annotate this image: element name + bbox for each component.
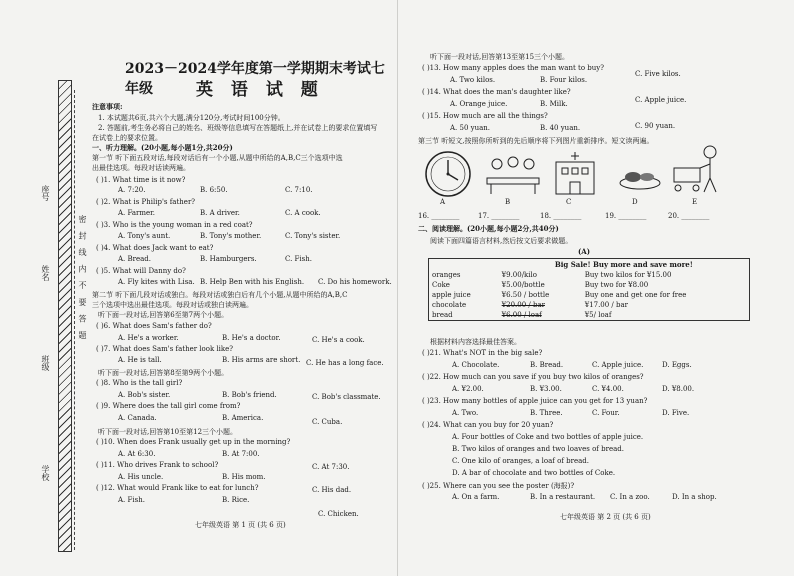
option: B. Three. <box>530 409 563 417</box>
option: C. 7:10. <box>285 186 313 194</box>
option: C. 90 yuan. <box>635 122 676 130</box>
answer-blank[interactable]: 20. ________ <box>668 212 710 220</box>
option: B. A driver. <box>200 209 240 217</box>
instruction: 听下面一段对话,回答第13至第15三个小题。 <box>430 53 570 61</box>
item-price: ¥6.00 / loaf <box>501 311 542 319</box>
table-row <box>429 310 750 321</box>
instruction: 听下面一段对话,回答第6至第7两个小题。 <box>98 311 229 319</box>
picture-label: B <box>505 198 511 206</box>
option: A. He's a worker. <box>118 334 179 342</box>
item-name: chocolate <box>432 301 467 309</box>
option: A. Farmer. <box>118 209 155 217</box>
option: A. Two kilos. <box>450 76 496 84</box>
name-label: 姓名 <box>41 265 50 281</box>
clock-picture <box>420 148 476 198</box>
option: C. Apple juice. <box>592 361 644 369</box>
item-name: Coke <box>432 281 450 289</box>
food-picture <box>615 155 665 195</box>
option: A. Canada. <box>118 414 157 422</box>
instruction: 根据材料内容选择最佳答案。 <box>430 338 521 346</box>
option: B. Bob's friend. <box>222 391 277 399</box>
price-table <box>428 258 750 321</box>
question: ( )15. How much are all the things? <box>422 112 548 120</box>
passage-label: (A) <box>578 247 591 256</box>
option: B. Two kilos of oranges and two loaves of bread. <box>452 445 624 453</box>
option: D. A bar of chocolate and two bottles of Coke. <box>452 469 616 477</box>
option: B. Milk. <box>540 100 568 108</box>
seal-line <box>74 90 75 550</box>
exam-subject: 英 语 试 题 <box>196 80 324 100</box>
notice-3: 在试卷上的要求位置。 <box>92 134 162 142</box>
question: ( )7. What does Sam's father look like? <box>96 345 234 353</box>
instruction: 第二节 听下面几段对话或独白。每段对话或独白后有几个小题,从题中所给的A,B,C <box>92 291 348 299</box>
option: D. In a shop. <box>672 493 717 501</box>
question: ( )24. What can you buy for 20 yuan? <box>422 421 554 429</box>
footer-left: 七年级英语 第 1 页 (共 6 页) <box>195 521 286 529</box>
option: C. Bob's classmate. <box>312 393 381 401</box>
notice-1: 1. 本试题共6页,共六个大题,满分120分,考试时间100分钟。 <box>98 114 285 122</box>
option: A. He is tall. <box>118 356 162 364</box>
option: A. Bob's sister. <box>118 391 171 399</box>
option: C. Chicken. <box>318 510 359 518</box>
question: ( )23. How many bottles of apple juice can you get for 13 yuan? <box>422 397 648 405</box>
question: ( )6. What does Sam's father do? <box>96 322 212 330</box>
option: D. ¥8.00. <box>662 385 695 393</box>
instruction: 第一节 听下面五段对话,每段对话后有一个小题,从题中所给的A,B,C三个选项中选 <box>92 154 343 162</box>
instruction: 出最佳选项。每段对话读两遍。 <box>92 164 190 172</box>
question: ( )12. What would Frank like to eat for lunch? <box>96 484 259 492</box>
option: C. Do his homework. <box>318 278 392 286</box>
option: D. Five. <box>662 409 690 417</box>
question: ( )5. What will Danny do? <box>96 267 186 275</box>
option: B. 40 yuan. <box>540 124 581 132</box>
school-label: 学校 <box>41 465 50 481</box>
picture-label: E <box>692 198 698 206</box>
item-price: ¥6.50 / bottle <box>501 291 550 299</box>
option: B. Help Ben with his English. <box>200 278 305 286</box>
instruction: 阅读下面四篇语言材料,然后按文后要求做题。 <box>430 237 573 245</box>
question: ( )21. What's NOT in the big sale? <box>422 349 543 357</box>
option: A. Orange juice. <box>450 100 508 108</box>
picture-label: C <box>566 198 572 206</box>
question: ( )14. What does the man's daughter like? <box>422 88 571 96</box>
option: A. At 6:30. <box>118 450 156 458</box>
option: A. 7:20. <box>118 186 146 194</box>
answer-blank[interactable]: 19. ________ <box>605 212 647 220</box>
shopping-picture <box>668 142 728 198</box>
option: A. Tony's aunt. <box>118 232 171 240</box>
table-row <box>429 280 750 290</box>
option: B. Tony's mother. <box>200 232 262 240</box>
question: ( )25. Where can you see the poster (海报)? <box>422 482 575 490</box>
answer-blank[interactable]: 17. ________ <box>478 212 520 220</box>
option: A. His uncle. <box>118 473 164 481</box>
option: B. America. <box>222 414 264 422</box>
question: ( )8. Who is the tall girl? <box>96 379 183 387</box>
item-offer: ¥17.00 / bar <box>584 301 629 309</box>
option: C. Five kilos. <box>635 70 681 78</box>
family-dinner-picture <box>483 150 543 196</box>
binding-strip <box>58 80 72 552</box>
item-offer: Buy two kilos for ¥15.00 <box>584 271 672 279</box>
question: ( )22. How much can you save if you buy two kilos of oranges? <box>422 373 644 381</box>
section-2: 二、阅读理解。(20小题,每小题2分,共40分) <box>418 224 559 233</box>
table-row <box>429 290 750 300</box>
item-offer: ¥5/ loaf <box>584 311 612 319</box>
option: C. In a zoo. <box>610 493 650 501</box>
footer-right: 七年级英语 第 2 页 (共 6 页) <box>560 513 651 521</box>
option: C. His dad. <box>312 486 352 494</box>
option: B. Hamburgers. <box>200 255 257 263</box>
picture-label: D <box>632 198 638 206</box>
option: B. At 7:00. <box>222 450 260 458</box>
answer-blank[interactable]: 16. ________ <box>418 212 460 220</box>
seat-label: 座号 <box>41 185 50 201</box>
question: ( )11. Who drives Frank to school? <box>96 461 219 469</box>
option: C. Cuba. <box>312 418 343 426</box>
sale-title: Big Sale! Buy more and save more! <box>554 260 693 269</box>
notice-head: 注意事项: <box>92 102 123 111</box>
question: ( )1. What time is it now? <box>96 176 186 184</box>
item-price: ¥20.00 / bar <box>501 301 545 309</box>
option: D. Eggs. <box>662 361 692 369</box>
option: A. Chocolate. <box>452 361 500 369</box>
question: ( )4. What does Jack want to eat? <box>96 244 214 252</box>
option: B. 6:50. <box>200 186 228 194</box>
item-name: oranges <box>432 271 461 279</box>
option: B. In a restaurant. <box>530 493 596 501</box>
item-name: bread <box>432 311 453 319</box>
instruction: 听下面一段对话,回答第10至第12三个小题。 <box>98 428 238 436</box>
instruction: 第三节 听短文,按照你所听到的先后顺序将下列图片重新排序。短文读两遍。 <box>418 137 654 145</box>
question: ( )10. When does Frank usually get up in the morning? <box>96 438 291 446</box>
hospital-picture <box>550 150 600 196</box>
question: ( )13. How many apples does the man want to buy? <box>422 64 604 72</box>
option: A. Two. <box>452 409 479 417</box>
exam-title: 2023－2024学年度第一学期期末考试七年级 <box>125 61 385 97</box>
option: C. At 7:30. <box>312 463 350 471</box>
answer-blank[interactable]: 18. ________ <box>540 212 582 220</box>
option: C. Apple juice. <box>635 96 687 104</box>
option: C. Fish. <box>285 255 312 263</box>
class-label: 班级 <box>41 355 50 371</box>
question: ( )3. Who is the young woman in a red coat? <box>96 221 253 229</box>
item-name: apple juice <box>432 291 471 299</box>
option: C. He has a long face. <box>306 359 384 367</box>
item-price: ¥5.00/bottle <box>501 281 545 289</box>
option: C. One kilo of oranges, a loaf of bread. <box>452 457 589 465</box>
option: B. His mom. <box>222 473 266 481</box>
item-offer: Buy two for ¥8.00 <box>584 281 649 289</box>
option: C. ¥4.00. <box>592 385 624 393</box>
seal-text: 密 封 线 内 不 要 答 题 <box>78 215 87 342</box>
table-row <box>429 270 750 280</box>
instruction: 听下面一段对话,回答第8至第9两个小题。 <box>98 369 229 377</box>
option: C. Four. <box>592 409 620 417</box>
option: A. On a farm. <box>452 493 500 501</box>
option: A. Fish. <box>118 496 145 504</box>
option: A. 50 yuan. <box>450 124 491 132</box>
option: B. His arms are short. <box>222 356 301 364</box>
notice-2: 2. 答题前,考生务必将自己的姓名、班级等信息填写在答题纸上,并在试卷上的要求位置填写 <box>98 124 378 132</box>
option: B. Four kilos. <box>540 76 588 84</box>
option: A. Four bottles of Coke and two bottles of apple juice. <box>452 433 644 441</box>
table-row <box>429 300 750 310</box>
section-1: 一、听力理解。(20小题,每小题1分,共20分) <box>92 143 233 152</box>
option: B. Bread. <box>530 361 564 369</box>
option: A. Fly kites with Lisa. <box>118 278 195 286</box>
option: B. He's a doctor. <box>222 334 281 342</box>
option: C. He's a cook. <box>312 336 365 344</box>
option: B. Rice. <box>222 496 250 504</box>
question: ( )2. What is Philip's father? <box>96 198 196 206</box>
option: C. Tony's sister. <box>285 232 341 240</box>
picture-label: A <box>440 198 446 206</box>
item-offer: Buy one and get one for free <box>584 291 687 299</box>
option: B. ¥3.00. <box>530 385 562 393</box>
option: C. A cook. <box>285 209 321 217</box>
option: A. ¥2.00. <box>452 385 484 393</box>
instruction: 三个选项中选出最佳选项。每段对话或独白读两遍。 <box>92 301 253 309</box>
question: ( )9. Where does the tall girl come from? <box>96 402 241 410</box>
option: A. Bread. <box>118 255 152 263</box>
item-price: ¥9.00/kilo <box>501 271 537 279</box>
